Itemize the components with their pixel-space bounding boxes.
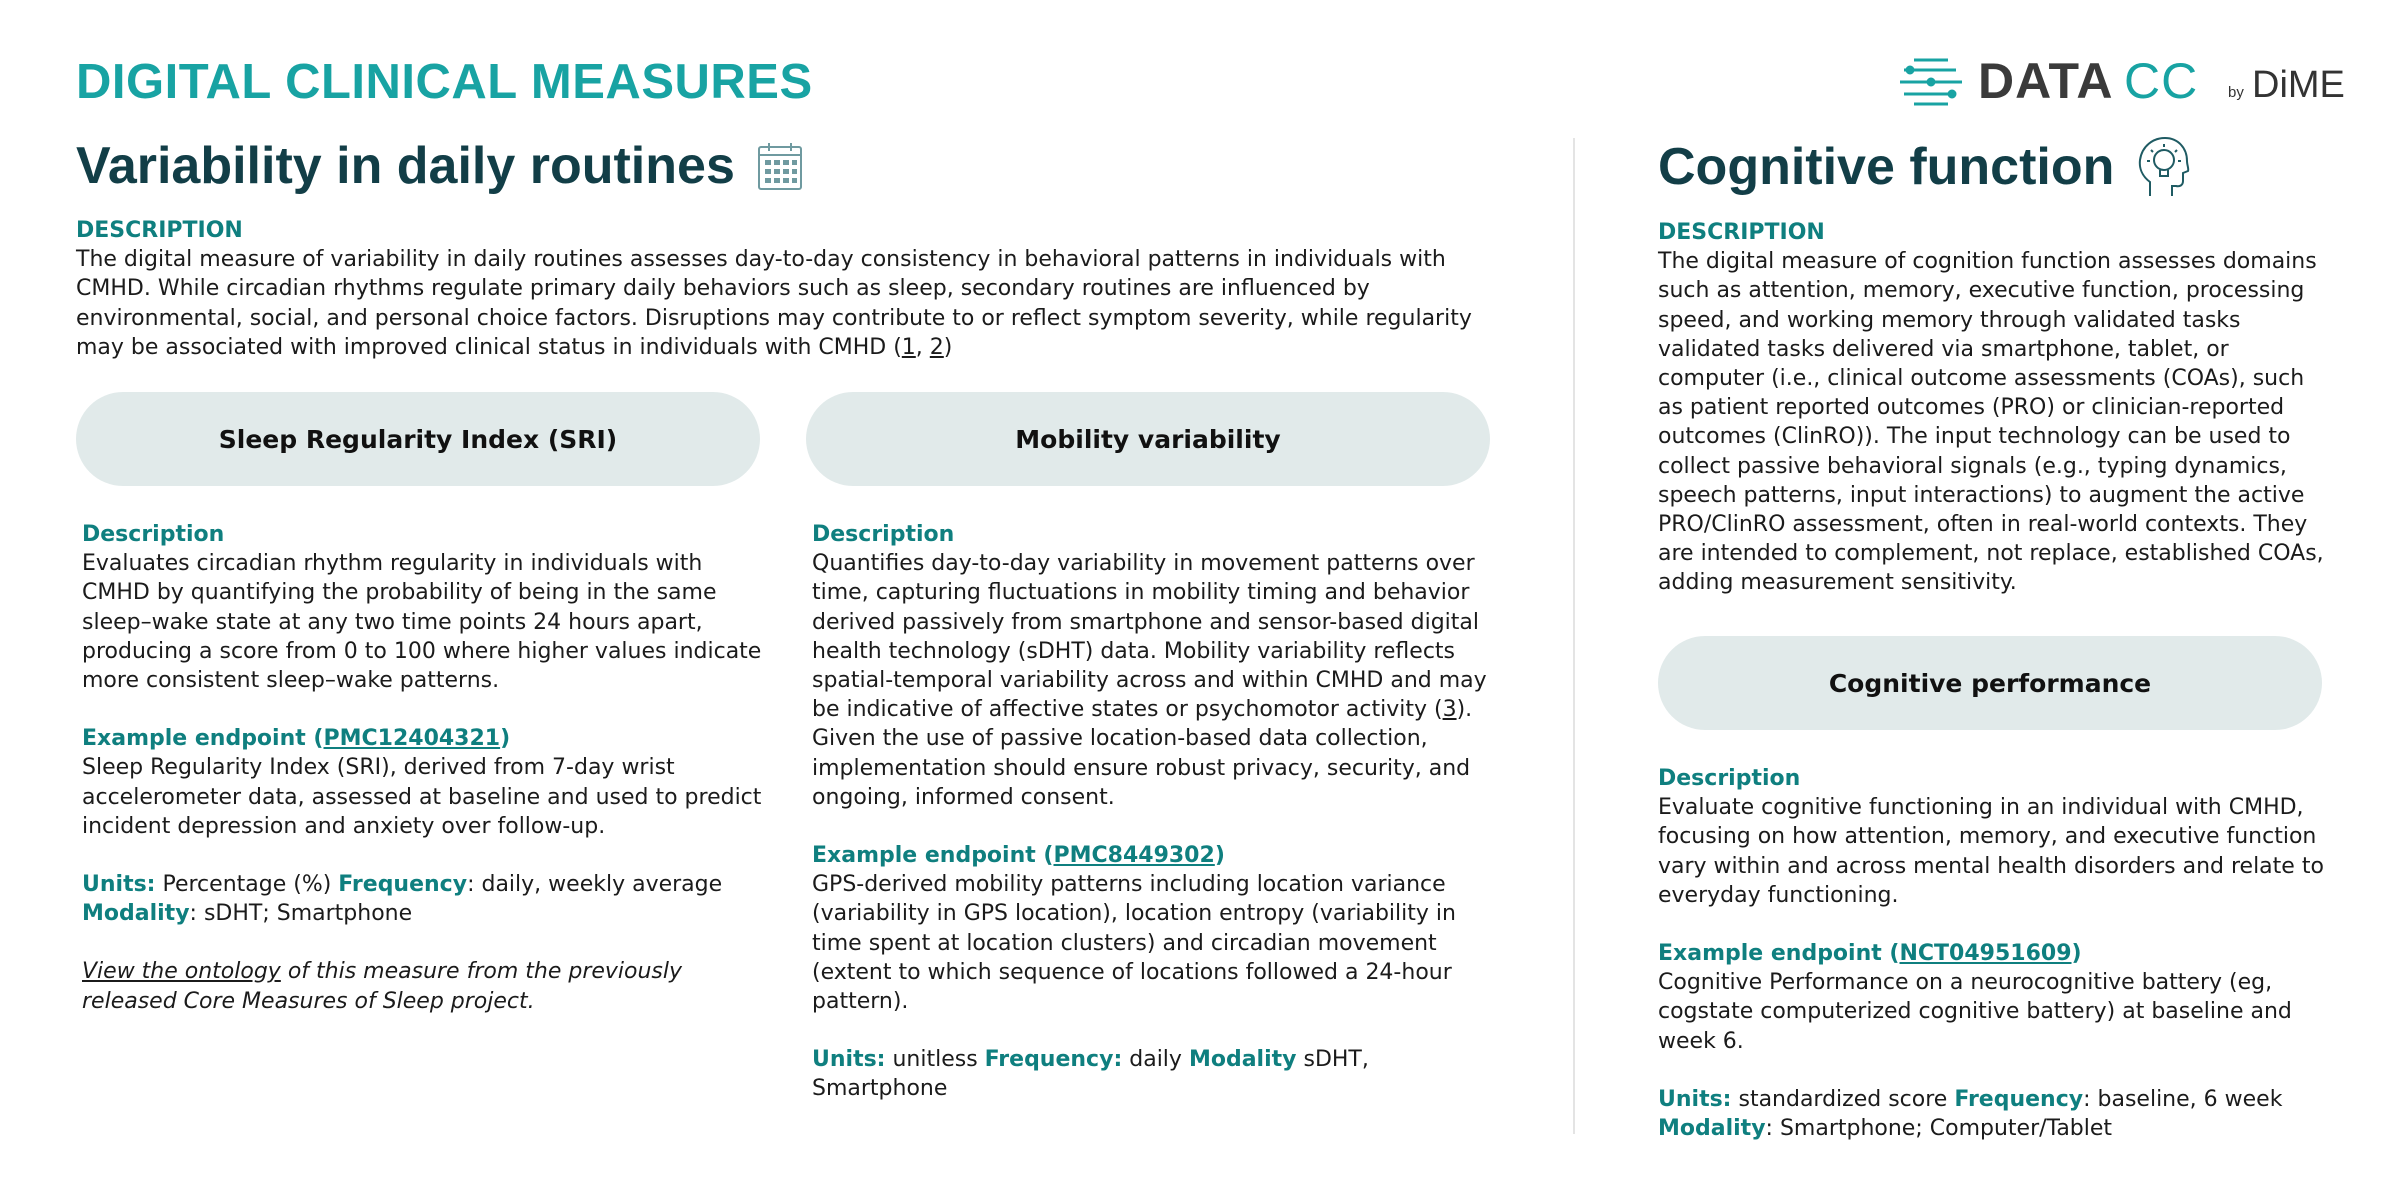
left-description-text bbox=[76, 245, 1496, 362]
endpoint-link-pmc12404321[interactable]: PMC12404321 bbox=[323, 726, 501, 752]
endpoint-close: ) bbox=[1214, 843, 1225, 869]
units-label: Units: bbox=[812, 1047, 886, 1073]
brain-head-icon bbox=[2136, 136, 2190, 198]
endpoint-link-pmc8449302[interactable]: PMC8449302 bbox=[1053, 843, 1215, 869]
ontology-note bbox=[82, 957, 762, 1015]
example-endpoint-label: Example endpoint ( bbox=[812, 843, 1054, 869]
mobility-desc-b: ). Given the use of passive location-based data collection, implementation should ensure robust privacy, security, and ongoing, informed consent. bbox=[812, 697, 1473, 810]
card-pill-sri: Sleep Regularity Index (SRI) bbox=[76, 392, 760, 486]
right-description-text: The digital measure of cognition function assesses domains such as attention, memory, executive function, processing speed, and working memory through validated tasks validated tasks delivered via smartphone, tablet, or computer (i.e., clinical outcome assessments (COAs), such as patient reported outcomes (PRO) or clinician-reported outcomes (ClinRO)). The input technology can be used to collect passive behavioral signals (e.g., typing dynamics, speech patterns, input interactions) to augment the active PRO/ClinRO assessment, often in real-world contexts. They are intended to complement, not replace, established COAs, adding measurement sensitivity. bbox=[1658, 249, 2324, 596]
frequency-value: daily bbox=[1122, 1047, 1189, 1073]
frequency-label: Frequency: bbox=[984, 1047, 1123, 1073]
ontology-note-text: of this measure from the previously released Core Measures of Sleep project. bbox=[82, 959, 683, 1014]
endpoint-close: ) bbox=[2071, 941, 2082, 967]
right-description-block bbox=[1658, 218, 2328, 598]
modality-line bbox=[1658, 1114, 2328, 1143]
card-body-mobility bbox=[812, 520, 1502, 1104]
modality-value: : sDHT; Smartphone bbox=[189, 901, 413, 927]
card-pill-mobility: Mobility variability bbox=[806, 392, 1490, 486]
card-description-label: Description bbox=[1658, 766, 1801, 791]
frequency-value: : baseline, 6 week bbox=[2083, 1086, 2283, 1112]
example-endpoint-heading bbox=[82, 724, 762, 753]
units-frequency-line bbox=[82, 870, 762, 899]
card-description-text: Evaluate cognitive functioning in an individual with CMHD, focusing on how attention, memory, and executive function vary within and across mental health disorders and relate to everyday functioning. bbox=[1658, 795, 2324, 908]
calendar-icon bbox=[757, 141, 803, 191]
mobility-desc-a: Quantifies day-to-day variability in movement patterns over time, capturing fluctuations in mobility timing and behavior derived passively from smartphone and sensor-based digital health technology (sDHT) data. Mobility variability reflects spatial-temporal variability across and within CMHD and may be indicative of affective states or psychomotor activity ( bbox=[812, 551, 1487, 723]
ref-close: ) bbox=[943, 334, 953, 360]
card-body-cognitive bbox=[1658, 764, 2328, 1143]
example-endpoint-label: Example endpoint ( bbox=[1658, 941, 1900, 967]
example-endpoint-text: Cognitive Performance on a neurocognitive battery (eg, cogstate computerized cognitive battery) at baseline and week 6. bbox=[1658, 970, 2292, 1054]
modality-label: Modality bbox=[1188, 1047, 1297, 1073]
modality-value: sDHT, Smartphone bbox=[812, 1047, 1369, 1102]
view-ontology-link[interactable]: View the ontology bbox=[82, 959, 281, 985]
reference-link-1[interactable]: 1 bbox=[901, 334, 916, 360]
units-value: standardized score bbox=[1731, 1086, 1955, 1112]
example-endpoint-heading bbox=[812, 841, 1502, 870]
column-divider bbox=[1573, 138, 1575, 1134]
section-title-cognitive bbox=[1658, 136, 2190, 198]
section-title-variability bbox=[76, 136, 803, 196]
description-label: DESCRIPTION bbox=[76, 218, 243, 243]
endpoint-link-nct04951609[interactable]: NCT04951609 bbox=[1899, 941, 2072, 967]
frequency-value: : daily, weekly average bbox=[467, 872, 723, 898]
ref-separator: , bbox=[915, 334, 930, 360]
logo-by: by bbox=[2228, 84, 2244, 101]
logo-brand-b: CC bbox=[2124, 53, 2199, 109]
left-description-block bbox=[76, 216, 1496, 362]
card-description-text: Evaluates circadian rhythm regularity in individuals with CMHD by quantifying the probability of being in the same sleep–wake state at any two time points 24 hours apart, producing a score from 0 to 100 where higher values indicate more consistent sleep–wake patterns. bbox=[82, 551, 762, 694]
modality-label: Modality bbox=[1658, 1116, 1766, 1142]
logo-brand-a: DATA bbox=[1978, 53, 2114, 109]
frequency-label: Frequency bbox=[1954, 1086, 2084, 1112]
description-label: DESCRIPTION bbox=[1658, 220, 1825, 245]
units-value: unitless bbox=[885, 1047, 985, 1073]
modality-line bbox=[82, 899, 762, 928]
example-endpoint-heading bbox=[1658, 939, 2328, 968]
card-description-label: Description bbox=[82, 522, 225, 547]
card-description-text bbox=[812, 549, 1502, 812]
units-frequency-line bbox=[1658, 1085, 2328, 1114]
card-pill-cognitive: Cognitive performance bbox=[1658, 636, 2322, 730]
example-endpoint-text: Sleep Regularity Index (SRI), derived from 7-day wrist accelerometer data, assessed at baseline and used to predict incident depression and anxiety over follow-up. bbox=[82, 755, 762, 839]
units-frequency-modality-line bbox=[812, 1045, 1502, 1103]
example-endpoint-label: Example endpoint ( bbox=[82, 726, 324, 752]
left-description-body: The digital measure of variability in daily routines assesses day-to-day consistency in behavioral patterns in individuals with CMHD. While circadian rhythms regulate primary daily behaviors such as sleep, secondary routines are influenced by environmental, social, and personal choice factors. Disruptions may contribute to or reflect symptom severity, while regularity may be associated with improved clinical status in individuals with CMHD ( bbox=[76, 247, 1472, 360]
section-title-text: Variability in daily routines bbox=[76, 137, 735, 195]
units-label: Units: bbox=[1658, 1086, 1732, 1112]
example-endpoint-text: GPS-derived mobility patterns including location variance (variability in GPS location), location entropy (variability in time spent at location clusters) and circadian movement (extent to which sequence of locations followed a 24-hour pattern). bbox=[812, 872, 1456, 1015]
page-header-title: DIGITAL CLINICAL MEASURES bbox=[76, 55, 813, 109]
logo-partner: DiME bbox=[2252, 64, 2345, 106]
modality-value: : Smartphone; Computer/Tablet bbox=[1765, 1116, 2113, 1142]
units-value: Percentage (%) bbox=[155, 872, 339, 898]
reference-link-3[interactable]: 3 bbox=[1442, 697, 1457, 723]
endpoint-close: ) bbox=[500, 726, 511, 752]
card-body-sri bbox=[82, 520, 762, 1016]
card-description-label: Description bbox=[812, 522, 955, 547]
frequency-label: Frequency bbox=[338, 872, 468, 898]
reference-link-2[interactable]: 2 bbox=[929, 334, 944, 360]
units-label: Units: bbox=[82, 872, 156, 898]
datacc-logo bbox=[1900, 52, 2345, 112]
modality-label: Modality bbox=[82, 901, 190, 927]
section-title-text: Cognitive function bbox=[1658, 138, 2115, 196]
